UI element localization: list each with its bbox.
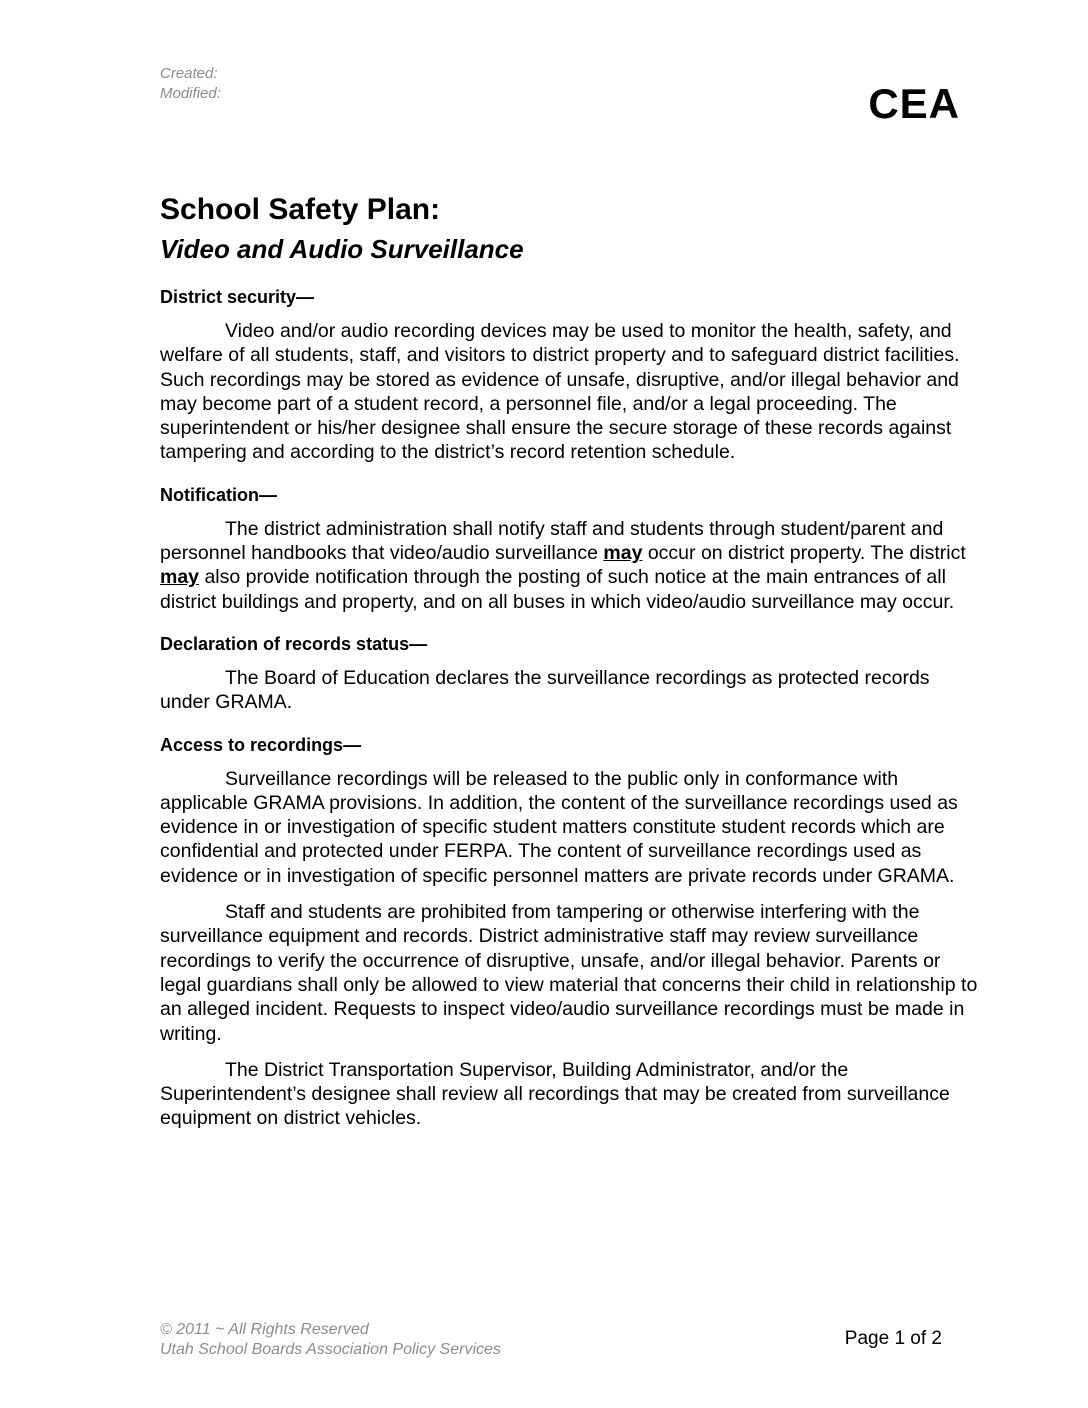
section-heading: District security— (160, 287, 315, 307)
section-access-to-recordings (160, 733, 980, 1131)
text-span: also provide notification through the posting of such notice at the main entrances of all district buildings and property, and on all buses in which video/audio surveillance may occur. (160, 566, 955, 613)
modified-label: Modified: (160, 85, 221, 102)
page-title: School Safety Plan: (160, 193, 441, 226)
paragraph (160, 517, 980, 614)
text-span: The district administration shall notify staff and students through student/parent and personnel handbooks that video/audio surveillance (160, 517, 944, 565)
document-body (160, 285, 980, 1149)
text-span: occur on district property. The district (642, 542, 966, 565)
section-district-security (160, 285, 980, 465)
paragraph: Video and/or audio recording devices may be used to monitor the health, safety, and welfare of all students, staff, and visitors to district property and to safeguard district facilities. Such recordings may be stored as evidence of unsafe, disruptive, and/or illegal behavior and may become part of a student record, a personnel file, and/or a legal proceeding. The superintendent or his/her designee shall ensure the secure storage of these records against tampering and according to the district’s record retention schedule. (160, 320, 960, 464)
paragraph: Staff and students are prohibited from tampering or otherwise interfering with the surveillance equipment and records. District administrative staff may review surveillance recordings to verify the occurrence of disruptive, unsafe, and/or illegal behavior. Parents or legal guardians shall only be allowed to view material that concerns their child in relationship to an alleged incident. Requests to inspect video/audio surveillance recordings must be made in writing. (160, 901, 978, 1045)
section-records-status (160, 632, 980, 715)
paragraph: Surveillance recordings will be released to the public only in conformance with applicable GRAMA provisions. In addition, the content of the surveillance recordings used as evidence in or investigation of specific student matters constitute student records which are confidential and protected under FERPA. The content of surveillance recordings used as evidence or in investigation of specific personnel matters are private records under GRAMA. (160, 767, 958, 887)
paragraph: The Board of Education declares the surveillance recordings as protected records under GRAMA. (160, 666, 930, 714)
policy-code: CEA (868, 80, 960, 127)
emphasis-may: may (603, 542, 643, 565)
page-number: Page 1 of 2 (844, 1328, 942, 1349)
paragraph: The District Transportation Supervisor, Building Administrator, and/or the Superintendent’s designee shall review all recordings that may be created from surveillance equipment on district vehicles. (160, 1058, 950, 1130)
emphasis-may: may (160, 566, 200, 589)
document-metadata (160, 64, 221, 104)
section-heading: Access to recordings— (160, 734, 362, 755)
page-subtitle: Video and Audio Surveillance (160, 234, 524, 264)
copyright-text: © 2011 ~ All Rights Reserved (160, 1321, 369, 1338)
section-heading: Notification— (160, 484, 277, 505)
section-heading: Declaration of records status— (160, 633, 428, 654)
created-label: Created: (160, 65, 218, 82)
section-notification (160, 483, 980, 614)
organization-text: Utah School Boards Association Policy Services (160, 1341, 501, 1358)
footer-attribution (160, 1320, 501, 1360)
